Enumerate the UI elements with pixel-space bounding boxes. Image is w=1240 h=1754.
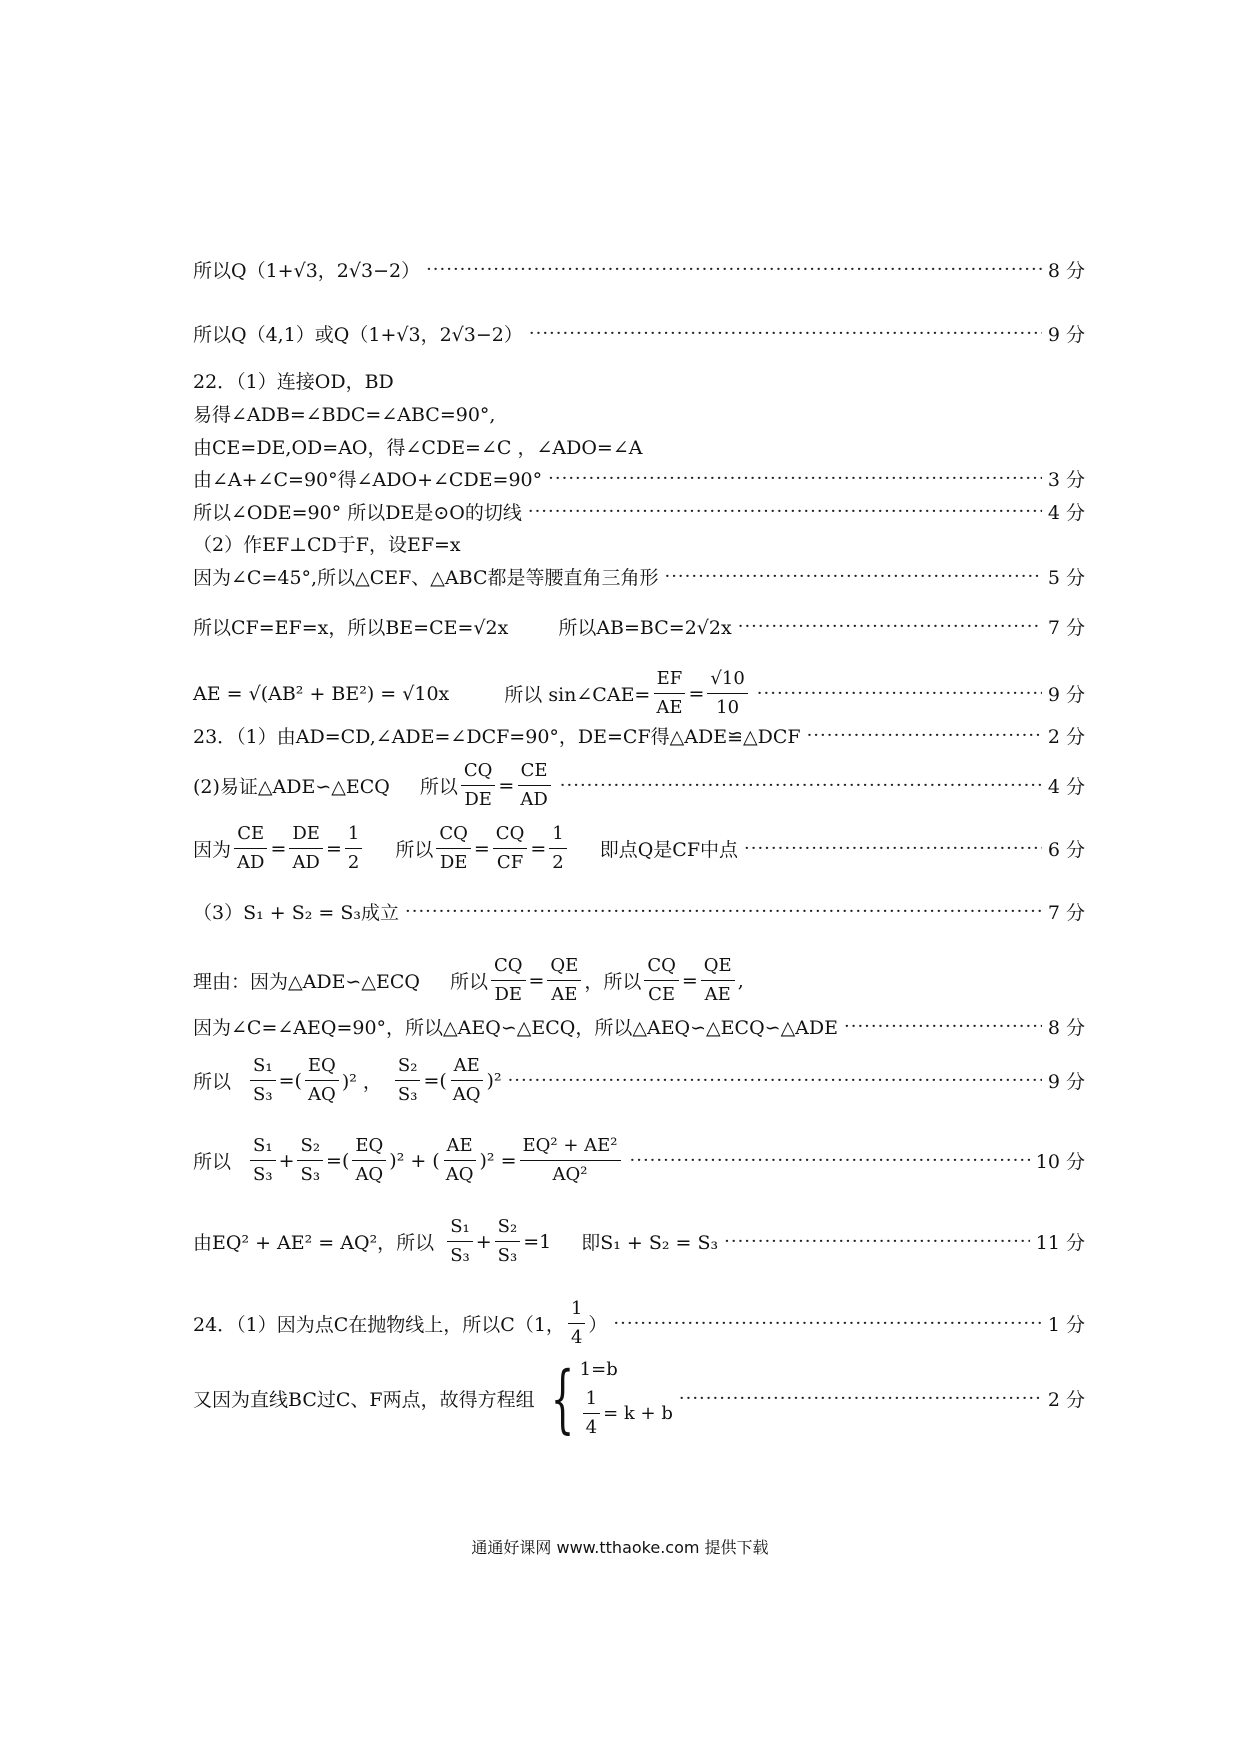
- line-text: （3）S₁ + S₂ = S₃成立: [193, 902, 399, 924]
- line-text: 所以CF=EF=x，所以BE=CE=√2x: [193, 617, 509, 639]
- fraction: $\frac{\text{S₂}}{\text{S₃}}$: [495, 1213, 521, 1270]
- question-23-part1: [193, 722, 1085, 749]
- step-line: [193, 465, 1085, 492]
- step-line: [193, 400, 1085, 427]
- fraction: $\frac{CQ}{DE}$: [461, 757, 496, 814]
- line-text: 又因为直线BC过C、F两点，故得方程组: [193, 1389, 535, 1411]
- fraction: $\frac{\text{S₁}}{\text{S₃}}$: [250, 1132, 276, 1189]
- score-label: 7 分: [1047, 902, 1085, 924]
- score-label: 10 分: [1035, 1151, 1085, 1173]
- fraction: $\frac{\text{EQ² + AE²}}{\text{AQ²}}$: [520, 1132, 621, 1189]
- line-text: 即点Q是CF中点: [599, 839, 739, 861]
- step-line: 所以 $\frac{\text{S₁}}{\text{S₃}}$ + $\frac{\text{S₂}}{\text{S₃}}$ =( $\frac{EQ}{AQ}$ )² + ( $\frac{AE}{AQ}$ )² = $\frac{\text{EQ² + AE²}}{\text{AQ²}}$ ····· 10 分: [193, 1132, 1085, 1189]
- leader-dots: [844, 1016, 1042, 1037]
- leader-dots: [529, 323, 1042, 344]
- line-text: 所以Q（4,1）或Q（1+√3，2√3−2）: [193, 324, 523, 346]
- score-label: 2 分: [1047, 726, 1085, 748]
- step-line: [193, 433, 1085, 460]
- step-line: 所以 $\frac{\text{S₁}}{\text{S₃}}$ =( $\frac{EQ}{AQ}$ )² ， $\frac{\text{S₂}}{\text{S₃}}$ =( $\frac{AE}{AQ}$ )² ····· 9 分: [193, 1052, 1085, 1109]
- line-text: 因为: [193, 839, 232, 861]
- score-label: 3 分: [1047, 469, 1085, 491]
- leader-dots: [426, 259, 1042, 280]
- footer: 通通好课网 www.tthaoke.com 提供下载: [471, 1538, 769, 1557]
- leader-dots: [630, 1150, 1030, 1171]
- fraction: $\frac{1}{2}$: [549, 820, 566, 877]
- line-text: 所以AB=BC=2√2x: [558, 617, 732, 639]
- step-line: [193, 563, 1085, 590]
- score-label: 8 分: [1047, 260, 1085, 282]
- line-text: 所以: [449, 971, 488, 993]
- line-text: 23．（1）由AD=CD,∠ADE=∠DCF=90°，DE=CF得△ADE≌△DCF: [193, 726, 801, 748]
- fraction: $\frac{1}{2}$: [345, 820, 362, 877]
- line-text: 所以∠ODE=90° 所以DE是⊙O的切线: [193, 502, 522, 524]
- question-22-part2: [193, 530, 1085, 557]
- fraction: $\frac{1}{4}$: [583, 1385, 600, 1442]
- step-line: 理由：因为△ADE∽△ECQ 所以 $\frac{CQ}{DE}$ = $\frac{QE}{AE}$ ，所以 $\frac{CQ}{CE}$ = $\frac{QE}{AE}$ ,: [193, 952, 1085, 1009]
- leader-dots: [679, 1388, 1042, 1409]
- score-label: 9 分: [1047, 684, 1085, 706]
- leader-dots: [757, 683, 1042, 704]
- fraction: $\frac{AE}{AQ}$: [450, 1052, 484, 1109]
- leader-dots: [508, 1070, 1042, 1091]
- score-label: 4 分: [1047, 502, 1085, 524]
- line-text: 所以: [395, 839, 434, 861]
- line-text: ）: [588, 1314, 608, 1336]
- fraction: $\frac{CQ}{CE}$: [644, 952, 679, 1009]
- leader-dots: [807, 725, 1042, 746]
- fraction: $\frac{QE}{AE}$: [547, 952, 581, 1009]
- line-text: 由∠A+∠C=90°得∠ADO+∠CDE=90°: [193, 469, 543, 491]
- leader-dots: [560, 775, 1042, 796]
- step-line: [193, 613, 1085, 640]
- score-label: 9 分: [1047, 324, 1085, 346]
- fraction: $\frac{\text{S₂}}{\text{S₃}}$: [297, 1132, 323, 1189]
- line-text: 所以: [193, 1151, 232, 1173]
- line-text: (2)易证△ADE∽△ECQ: [193, 776, 390, 798]
- line-text: （2）作EF⊥CD于F，设EF=x: [193, 534, 461, 556]
- line-text: 22．（1）连接OD，BD: [193, 371, 394, 393]
- line-text: 所以: [193, 1071, 232, 1093]
- leader-dots: [528, 501, 1042, 522]
- question-24-part1: [193, 1295, 1085, 1352]
- fraction: $\frac{\text{S₁}}{\text{S₃}}$: [447, 1213, 473, 1270]
- fraction: $\frac{CQ}{DE}$: [491, 952, 526, 1009]
- leader-dots: [664, 566, 1041, 587]
- step-line: AE = √(AB² + BE²) = √10x 所以 sin∠CAE= $\frac{EF}{AE}$ = $\frac{√10}{10}$ ····· 9 分: [193, 665, 1085, 722]
- line-text: 由CE=DE,OD=AO，得∠CDE=∠C ，∠ADO=∠A: [193, 437, 643, 459]
- line-text: 理由：因为△ADE∽△ECQ: [193, 971, 420, 993]
- equation-system: { 1=b $\frac{1}{4}$ = k + b: [550, 1355, 673, 1442]
- question-23-part2: (2)易证△ADE∽△ECQ 所以 $\frac{CQ}{DE}$ = $\frac{CE}{AD}$ ····· 4 分: [193, 757, 1085, 814]
- fraction: $\frac{√10}{10}$: [707, 665, 747, 722]
- line-text: 因为∠C=45°,所以△CEF、△ABC都是等腰直角三角形: [193, 567, 659, 589]
- line-text: 即S₁ + S₂ = S₃: [581, 1232, 719, 1254]
- score-label: 2 分: [1047, 1389, 1085, 1411]
- step-line: [193, 1355, 1085, 1442]
- leader-dots: [738, 616, 1042, 637]
- line-text: 24．（1）因为点C在抛物线上，所以C（1，: [193, 1314, 565, 1336]
- score-label: 8 分: [1047, 1017, 1085, 1039]
- leader-dots: [548, 468, 1042, 489]
- score-label: 7 分: [1047, 617, 1085, 639]
- score-label: 9 分: [1047, 1071, 1085, 1093]
- fraction: $\frac{1}{4}$: [568, 1295, 585, 1352]
- fraction: $\frac{CQ}{CF}$: [493, 820, 528, 877]
- score-label: 11 分: [1035, 1232, 1085, 1254]
- line-text: ，所以: [584, 971, 642, 993]
- line-text: AE = √(AB² + BE²) = √10x: [193, 682, 450, 705]
- fraction: $\frac{DE}{AD}$: [289, 820, 323, 877]
- fraction: $\frac{QE}{AE}$: [701, 952, 735, 1009]
- fraction: $\frac{CE}{AD}$: [234, 820, 267, 877]
- fraction: $\frac{CQ}{DE}$: [436, 820, 471, 877]
- step-line: 由EQ² + AE² = AQ²，所以 $\frac{\text{S₁}}{\text{S₃}}$ + $\frac{\text{S₂}}{\text{S₃}}$ =1 即S₁ + S₂ = S₃ ····· 11 分: [193, 1213, 1085, 1270]
- score-label: 6 分: [1047, 839, 1085, 861]
- fraction: $\frac{AE}{AQ}$: [443, 1132, 477, 1189]
- answer-line-q2: [193, 320, 1085, 347]
- line-text: 所以: [419, 776, 458, 798]
- fraction: $\frac{EQ}{AQ}$: [352, 1132, 386, 1189]
- leader-dots: [724, 1231, 1030, 1252]
- line-text: 所以 sin∠CAE=: [504, 684, 651, 706]
- score-label: 1 分: [1047, 1314, 1085, 1336]
- step-line: [193, 1013, 1085, 1040]
- line-text: 易得∠ADB=∠BDC=∠ABC=90°,: [193, 404, 496, 426]
- question-23-part3: [193, 898, 1085, 925]
- line-text: 所以Q（1+√3，2√3−2）: [193, 260, 421, 282]
- fraction: $\frac{\text{S₁}}{\text{S₃}}$: [250, 1052, 276, 1109]
- leader-dots: [405, 901, 1042, 922]
- line-text: 由EQ² + AE² = AQ²，所以: [193, 1232, 435, 1254]
- answer-line-q1: [193, 256, 1085, 283]
- leader-dots: [744, 838, 1042, 859]
- step-line: 因为 $\frac{CE}{AD}$ = $\frac{DE}{AD}$ = $\frac{1}{2}$ 所以 $\frac{CQ}{DE}$ = $\frac{CQ}{CF}$ = $\frac{1}{2}$ 即点Q是CF中点 ····· 6 分: [193, 820, 1085, 877]
- fraction: $\frac{EF}{AE}$: [653, 665, 685, 722]
- fraction: $\frac{CE}{AD}$: [517, 757, 550, 814]
- line-text: 因为∠C=∠AEQ=90°，所以△AEQ∽△ECQ，所以△AEQ∽△ECQ∽△ADE: [193, 1017, 839, 1039]
- brace: {: [550, 1355, 574, 1442]
- leader-dots: [613, 1313, 1041, 1334]
- fraction: $\frac{EQ}{AQ}$: [305, 1052, 339, 1109]
- score-label: 5 分: [1047, 567, 1085, 589]
- step-line: [193, 498, 1085, 525]
- question-22-part1: [193, 367, 1085, 394]
- fraction: $\frac{\text{S₂}}{\text{S₃}}$: [395, 1052, 421, 1109]
- score-label: 4 分: [1047, 776, 1085, 798]
